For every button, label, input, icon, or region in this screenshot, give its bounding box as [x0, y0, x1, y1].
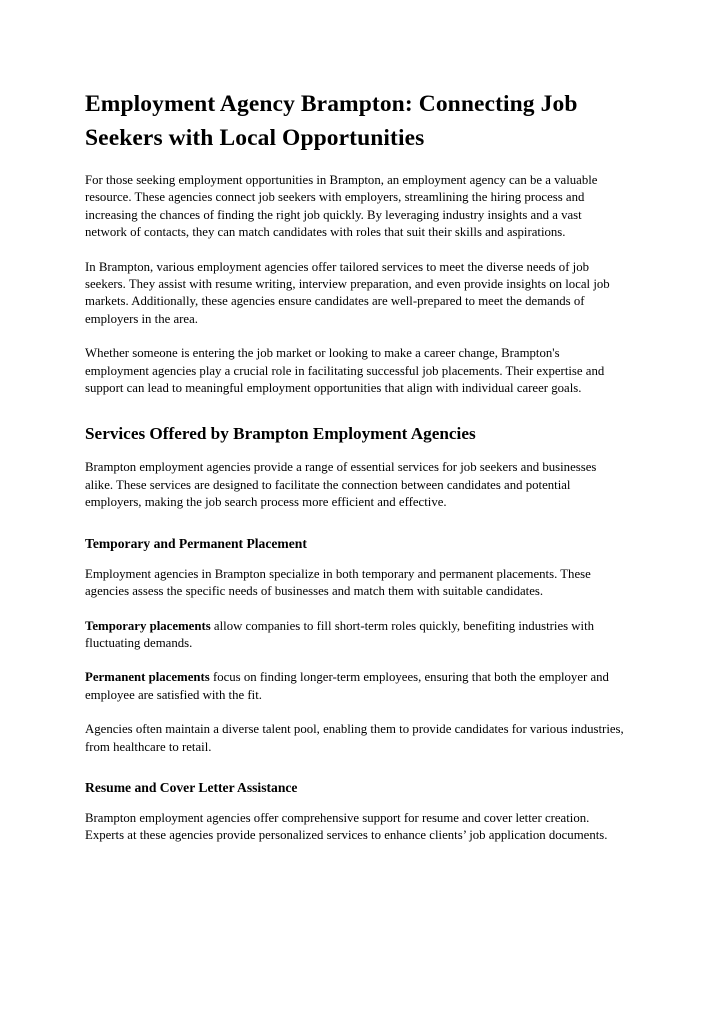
subsection-paragraph: [85, 721, 626, 756]
page-title: Employment Agency Brampton: Connecting Job Seekers with Local Opportunities: [85, 91, 578, 151]
paragraph-body: allow companies to fill short-term roles quickly, benefiting industries with fluctuating demands.: [85, 618, 595, 650]
intro-paragraph-3: Whether someone is entering the job market or looking to make a career change, Brampton's employment agencies play a crucial role in facilitating successful job placements. Their expertise and support can lead to meaningful employment opportunities that align with individual career goals.: [85, 346, 605, 396]
paragraph-body: Agencies often maintain a diverse talent pool, enabling them to provide candidates for various industries, from healthcare to retail.: [85, 722, 624, 754]
subsection-paragraph: [85, 618, 626, 653]
paragraph-body: focus on finding longer-term employees, ensuring that both the employer and employee are satisfied with the fit.: [85, 670, 609, 702]
intro-paragraph-2: In Brampton, various employment agencies offer tailored services to meet the diverse needs of job seekers. They assist with resume writing, interview preparation, and even provide insights on local job markets. Additionally, these agencies ensure candidates are well-prepared to meet the demands of employers in the area.: [85, 259, 610, 326]
subsection-paragraph: [85, 810, 626, 845]
paragraph-lead-in: Temporary placements: [85, 618, 211, 633]
section-intro-paragraph: Brampton employment agencies provide a range of essential services for job seekers and businesses alike. These services are designed to facilitate the connection between candidates and potential employers, making the job search process more efficient and effective.: [85, 460, 597, 510]
document-content: [85, 88, 626, 845]
intro-paragraph-1: For those seeking employment opportunities in Brampton, an employment agency can be a valuable resource. These agencies connect job seekers with employers, streamlining the hiring process and increasing the chances of finding the right job quickly. By leveraging industry insights and a vast network of contacts, they can match candidates with roles that suit their skills and aspirations.: [85, 173, 598, 240]
subsection-paragraph: [85, 669, 626, 704]
subsection-paragraph: [85, 566, 626, 601]
paragraph-body: Brampton employment agencies offer comprehensive support for resume and cover letter creation. Experts at these agencies provide personalized services to enhance clients’ job application documents.: [85, 810, 608, 843]
paragraph-lead-in: Permanent placements: [85, 670, 210, 685]
sub-heading-temporary-permanent-placement: Temporary and Permanent Placement: [85, 535, 307, 551]
paragraph-body: Employment agencies in Brampton specialize in both temporary and permanent placements. These agencies assess the specific needs of businesses and match them with suitable candidates.: [85, 566, 591, 599]
sub-heading-resume-cover-letter-assistance: Resume and Cover Letter Assistance: [85, 779, 298, 795]
section-heading-services: Services Offered by Brampton Employment Agencies: [85, 424, 476, 444]
